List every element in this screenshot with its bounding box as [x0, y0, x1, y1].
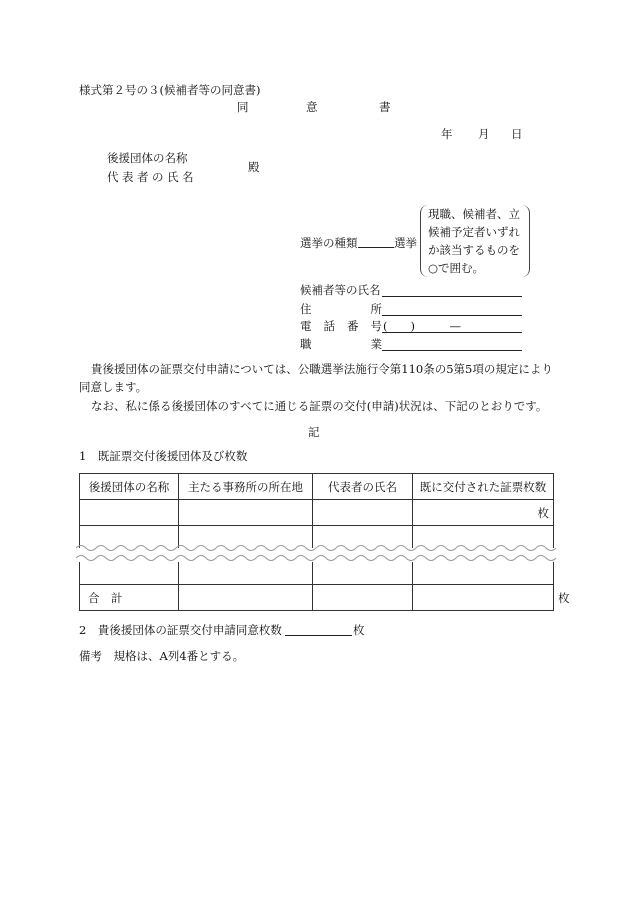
remark: 備考 規格は、A列4番とする。 — [79, 649, 245, 663]
issued-certificates-table — [79, 473, 570, 611]
section-2-blank — [285, 635, 352, 636]
table-header-row — [80, 474, 554, 500]
doc-title-char-3: 書 — [379, 100, 391, 114]
doc-title-char-2: 意 — [306, 100, 318, 114]
addressee-rep-name: 代表者の氏名 — [107, 170, 197, 184]
candidate-name-label: 候補者等の氏名 — [300, 283, 381, 297]
election-note: 現職、候補者、立 候補予定者いずれ か該当するものを ○で囲む。 — [428, 207, 520, 275]
col-header-office-address: 主たる事務所の所在地 — [179, 474, 313, 500]
section-2-unit: 枚 — [353, 623, 365, 637]
table-row — [80, 500, 554, 526]
date-month: 月 — [478, 127, 490, 141]
table-row — [80, 562, 554, 585]
candidate-phone-blank — [382, 332, 522, 333]
honorific: 殿 — [248, 160, 260, 174]
candidate-phone-format: ( ) — — [383, 319, 461, 333]
election-type-label: 選挙の種類 — [300, 236, 358, 250]
table-total-row: 合 計 枚 — [80, 585, 554, 611]
issued-count-unit: 枚 — [413, 500, 554, 526]
candidate-job-blank — [382, 350, 522, 351]
candidate-phone-label: 電 話 番 号 — [300, 319, 382, 333]
section-1-heading: 1 既証票交付後援団体及び枚数 — [79, 449, 248, 463]
form-title: 様式第２号の３(候補者等の同意書) — [79, 83, 261, 97]
body-paragraph-1: 貴後援団体の証票交付申請については、公職選挙法施行令第110条の5第5項の規定により同意します。 — [79, 362, 553, 394]
date-day: 日 — [511, 127, 523, 141]
doc-title-char-1: 同 — [237, 100, 249, 114]
date-year: 年 — [441, 127, 453, 141]
addressee-org-name: 後援団体の名称 — [107, 151, 188, 165]
table-break-wave-bottom — [76, 553, 556, 563]
candidate-address-label: 住 所 — [300, 302, 382, 316]
candidate-address-blank — [382, 315, 522, 316]
ki-heading: 記 — [308, 425, 320, 439]
body-paragraph-2: なお、私に係る後援団体のすべてに通じる証票の交付(申請)状況は、下記のとおりです。 — [91, 399, 548, 413]
table-break-wave-top — [76, 543, 556, 553]
col-header-rep-name: 代表者の氏名 — [313, 474, 413, 500]
election-suffix: 選挙 — [394, 236, 417, 250]
election-type-blank — [358, 247, 394, 248]
candidate-job-label: 職 業 — [300, 337, 382, 351]
section-2-label: 2 貴後援団体の証票交付申請同意枚数 — [79, 623, 282, 637]
total-label: 合 計 — [80, 585, 179, 611]
col-header-issued-count: 既に交付された証票枚数 — [413, 474, 554, 500]
col-header-org-name: 後援団体の名称 — [80, 474, 179, 500]
candidate-name-blank — [382, 296, 522, 297]
